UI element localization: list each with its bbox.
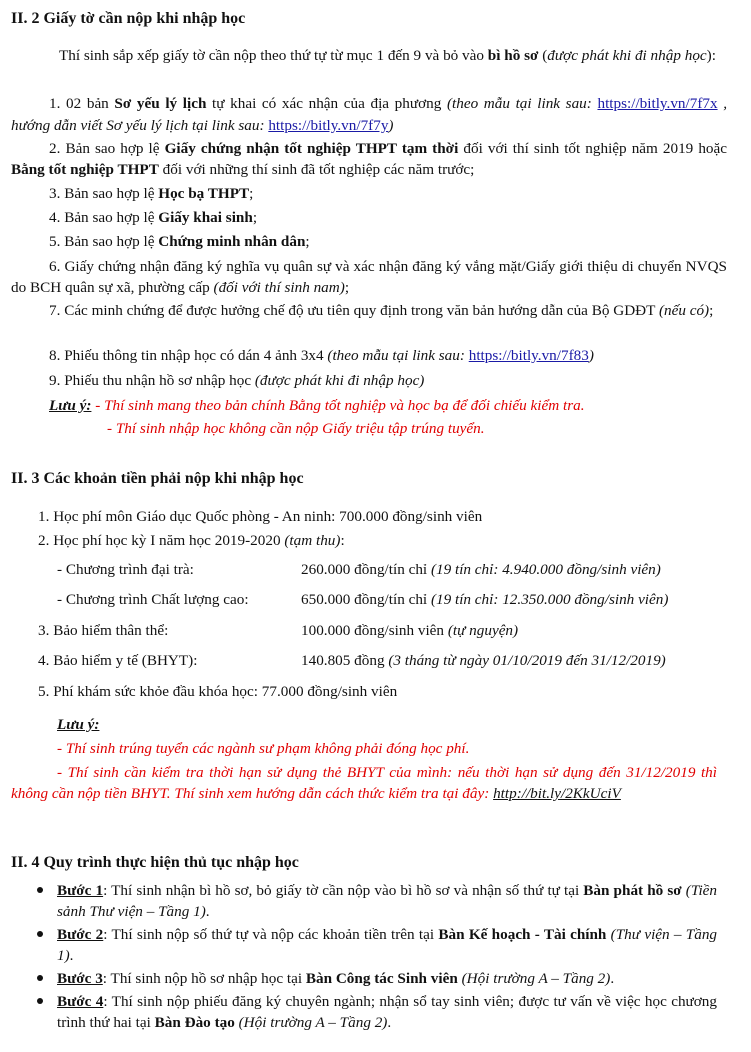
section-4-title: II. 4 Quy trình thực hiện thủ tục nhập học [11,854,299,871]
bullet-icon [37,931,43,937]
link-bhyt-check[interactable]: http://bit.ly/2KkUciV [493,785,621,802]
section-2-note-1: Lưu ý: - Thí sinh mang theo bản chính Bằng tốt nghiệp và học bạ để đối chiếu kiểm tra. [49,397,585,414]
step-1: Bước 1: Thí sinh nhận bì hồ sơ, bỏ giấy tờ cần nộp vào bì hồ sơ và nhận số thứ tự tại Bàn phát hồ sơ (Tiền sảnh Thư viện – Tầng 1). [57,880,717,922]
bullet-icon [37,887,43,893]
fee-table: - Chương trình đại trà: 260.000 đồng/tín chỉ (19 tín chỉ: 4.940.000 đồng/sinh viên) - Chương trình Chất lượng cao: 650.000 đồng/tín chỉ (19 tín chỉ: 12.350.000 đồng/sinh viên) 3. Bảo hiểm thân thể: 100.000 đồng/sinh viên (tự nguyện) 4. Bảo hiểm y tế (BHYT): 140.805 đồng (3 tháng từ ngày 01/10/2019 đến 31/12/2019) [38,561,669,669]
link-phieu-thong-tin[interactable]: https://bitly.vn/7f83 [468,347,589,364]
section-2-title: II. 2 Giấy tờ cần nộp khi nhập học [11,10,246,27]
doc-item-5: 5. Bản sao hợp lệ Chứng minh nhân dân; [49,233,310,250]
note-label: Lưu ý: [49,397,92,414]
doc-item-3: 3. Bản sao hợp lệ Học bạ THPT; [49,185,254,202]
bullet-icon [37,998,43,1004]
link-so-yeu-ly-lich-guide[interactable]: https://bitly.vn/7f7y [268,117,389,134]
doc-item-4: 4. Bản sao hợp lệ Giấy khai sinh; [49,209,258,226]
step-4: Bước 4: Thí sinh nộp phiếu đăng ký chuyên ngành; nhận sổ tay sinh viên; được tư vấn về việc học chương trình thứ hai tại Bàn Đào tạo (Hội trường A – Tầng 2). [57,991,717,1033]
section-2-intro: Thí sinh sắp xếp giấy tờ cần nộp theo thứ tự từ mục 1 đến 9 và bỏ vào bì hồ sơ (được phát khi đi nhập học): [59,47,716,64]
section-3-note-2: - Thí sinh cần kiểm tra thời hạn sử dụng thẻ BHYT của mình: nếu thời hạn sử dụng đến 31/12/2019 thì không cần nộp tiền BHYT. Thí sinh xem hướng dẫn cách thức kiểm tra tại đây: http://bit.ly/2KkUciV [11,764,717,802]
doc-item-2: 2. Bản sao hợp lệ Giấy chứng nhận tốt nghiệp THPT tạm thời đối với thí sinh tốt nghiệp năm 2019 hoặc Bằng tốt nghiệp THPT đối với những thí sinh đã tốt nghiệp các năm trước; [11,140,728,178]
step-3: Bước 3: Thí sinh nộp hồ sơ nhập học tại Bàn Công tác Sinh viên (Hội trường A – Tầng 2). [57,968,717,989]
doc-item-9: 9. Phiếu thu nhận hồ sơ nhập học (được phát khi đi nhập học) [49,372,425,389]
fee-item-5: 5. Phí khám sức khỏe đầu khóa học: 77.000 đồng/sinh viên [38,683,398,700]
fee-item-2: 2. Học phí học kỳ I năm học 2019-2020 (tạm thu): [38,532,345,549]
bullet-icon [37,975,43,981]
procedure-steps [57,880,717,1033]
link-so-yeu-ly-lich-form[interactable]: https://bitly.vn/7f7x [597,95,718,112]
doc-item-7: 7. Các minh chứng để được hưởng chế độ ưu tiên quy định trong văn bản hướng dẫn của Bộ GDĐT (nếu có); [49,302,714,319]
section-3-note-label: Lưu ý: [57,716,100,733]
section-2-note-2: - Thí sinh nhập học không cần nộp Giấy triệu tập trúng tuyển. [107,420,485,437]
section-3-title: II. 3 Các khoản tiền phải nộp khi nhập học [11,470,304,487]
section-3-note-1: - Thí sinh trúng tuyển các ngành sư phạm không phải đóng học phí. [57,740,470,757]
step-2: Bước 2: Thí sinh nộp số thứ tự và nộp các khoản tiền trên tại Bàn Kế hoạch - Tài chính (Thư viện – Tầng 1). [57,924,717,966]
doc-item-8: 8. Phiếu thông tin nhập học có dán 4 ảnh 3x4 (theo mẫu tại link sau: https://bitly.vn/7f83) [49,347,594,364]
doc-item-6: 6. Giấy chứng nhận đăng ký nghĩa vụ quân sự và xác nhận đăng ký vắng mặt/Giấy giới thiệu di chuyển NVQS do BCH quân sự xã, phường cấp (đối với thí sinh nam); [11,258,727,296]
doc-item-1: 1. 02 bản Sơ yếu lý lịch tự khai có xác nhận của địa phương (theo mẫu tại link sau: https://bitly.vn/7f7x , hướng dẫn viết Sơ yếu lý lịch tại link sau: https://bitly.vn/7f7y) [11,95,728,134]
fee-item-1: 1. Học phí môn Giáo dục Quốc phòng - An ninh: 700.000 đồng/sinh viên [38,508,483,525]
